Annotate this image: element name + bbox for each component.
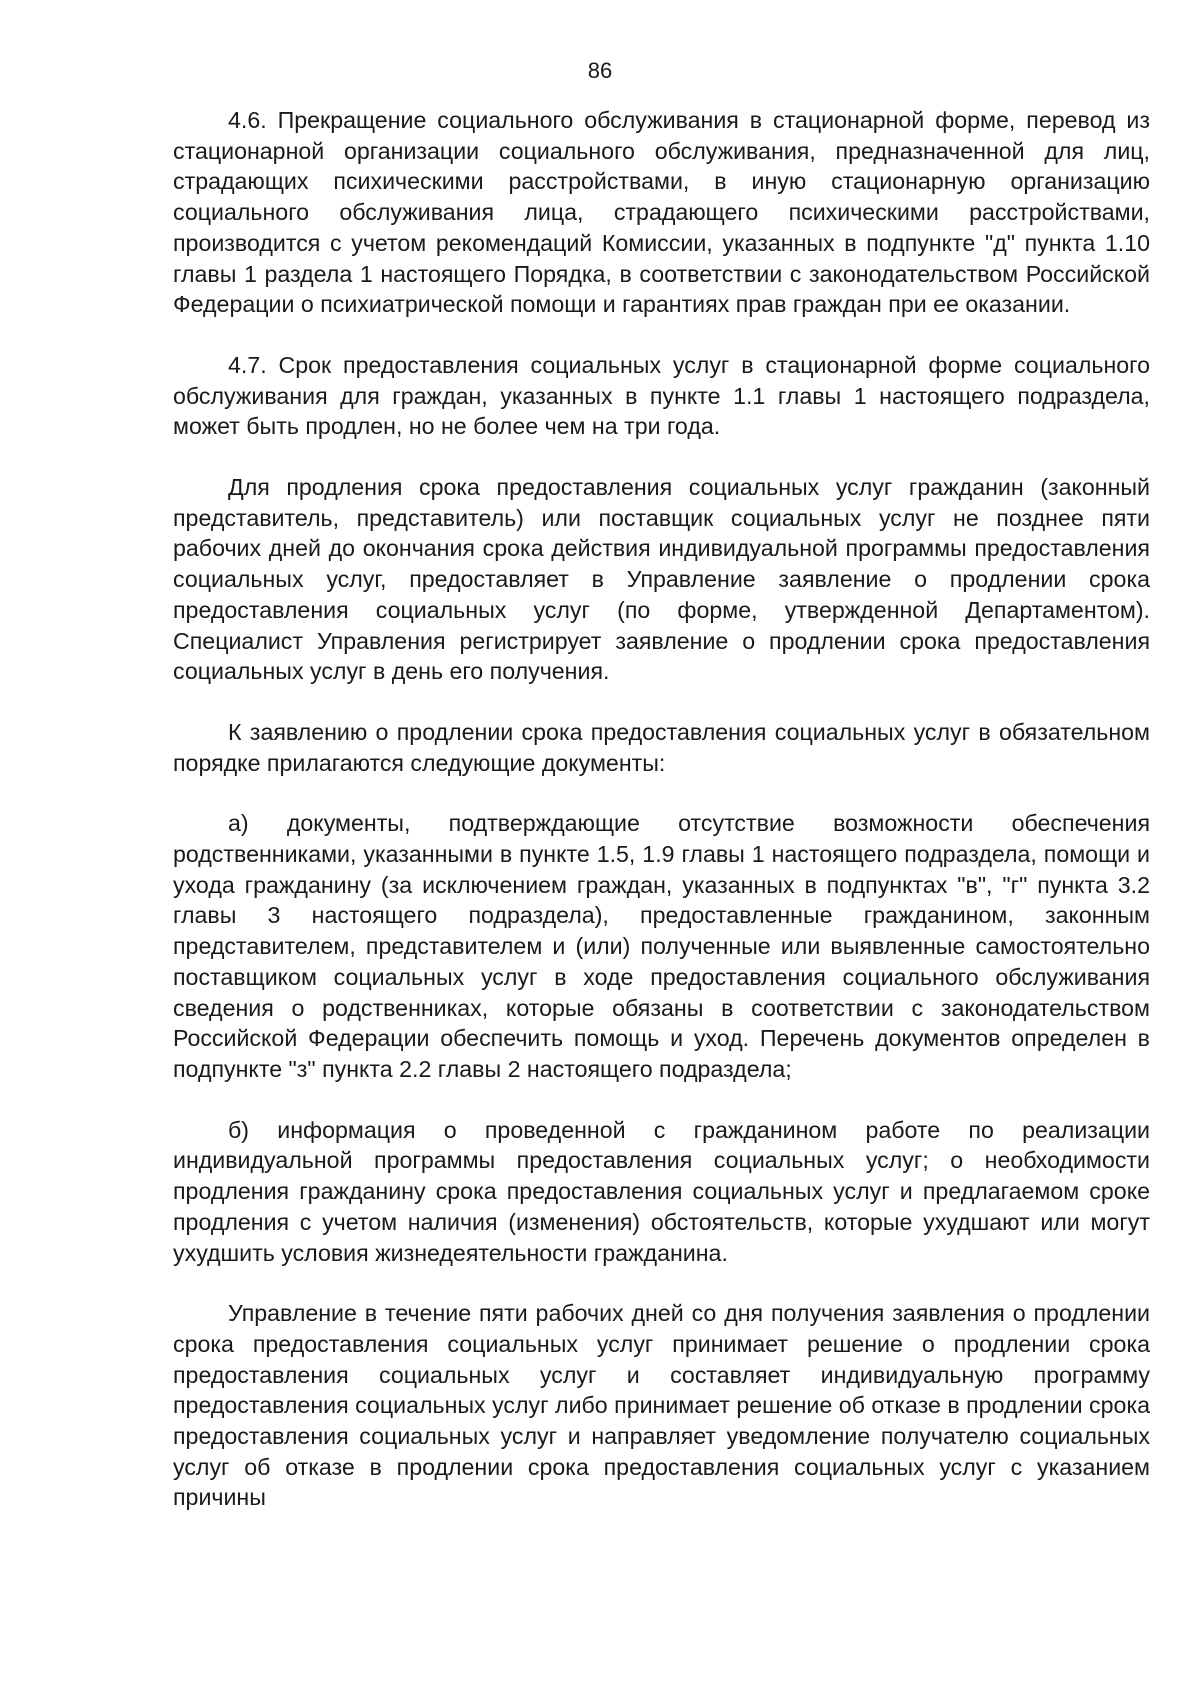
document-body (173, 105, 1150, 1543)
paragraph-required-documents: К заявлению о продлении срока предоставления социальных услуг в обязательном порядке прилагаются следующие документы: (173, 718, 1150, 776)
paragraph-item-b: б) информация о проведенной с гражданином работе по реализации индивидуальной программы предоставления социальных услуг; о необходимости продления гражданину срока предоставления социальных услуг и предлагаемом сроке продления с учетом наличия (изменения) обстоятельств, которые ухудшают или могут ухудшить условия жизнедеятельности гражданина. (173, 1116, 1150, 1266)
paragraph-4-7: 4.7. Срок предоставления социальных услуг в стационарной форме социального обслуживания для граждан, указанных в пункте 1.1 главы 1 настоящего подраздела, может быть продлен, но не более чем на три года. (173, 351, 1150, 440)
paragraph-extension-procedure: Для продления срока предоставления социальных услуг гражданин (законный представитель, представитель) или поставщик социальных услуг не позднее пяти рабочих дней до окончания срока действия индивидуальной программы предоставления социальных услуг, предоставляет в Управление заявление о продлении срока предоставления социальных услуг (по форме, утвержденной Департаментом). Специалист Управления регистрирует заявление о продлении срока предоставления социальных услуг в день его получения. (173, 474, 1150, 685)
paragraph-item-a: а) документы, подтверждающие отсутствие возможности обеспечения родственниками, указанными в пункте 1.5, 1.9 главы 1 настоящего подраздела, помощи и ухода гражданину (за исключением граждан, указанных в подпунктах "в", "г" пункта 3.2 главы 3 настоящего подраздела), предоставленные гражданином, законным представителем, представителем и (или) полученные или выявленные самостоятельно поставщиком социальных услуг в ходе предоставления социального обслуживания сведения о родственниках, которые обязаны в соответствии с законодательством Российской Федерации обеспечить помощь и уход. Перечень документов определен в подпункте "з" пункта 2.2 главы 2 настоящего подраздела; (173, 810, 1150, 1082)
paragraph-decision: Управление в течение пяти рабочих дней со дня получения заявления о продлении срока предоставления социальных услуг принимает решение о продлении срока предоставления социальных услуг и составляет индивидуальную программу предоставления социальных услуг либо принимает решение об отказе в продлении срока предоставления социальных услуг и направляет уведомление получателю социальных услуг об отказе в продлении срока предоставления социальных услуг с указанием причины (173, 1300, 1150, 1511)
page-number: 86 (587, 58, 613, 83)
paragraph-4-6: 4.6. Прекращение социального обслуживания в стационарной форме, перевод из стационарной организации социального обслуживания, предназначенной для лиц, страдающих психическими расстройствами, в иную стационарную организацию социального обслуживания лица, страдающего психическими расстройствами, производится с учетом рекомендаций Комиссии, указанных в подпункте "д" пункта 1.10 главы 1 раздела 1 настоящего Порядка, в соответствии с законодательством Российской Федерации о психиатрической помощи и гарантиях прав граждан при ее оказании. (173, 107, 1150, 318)
